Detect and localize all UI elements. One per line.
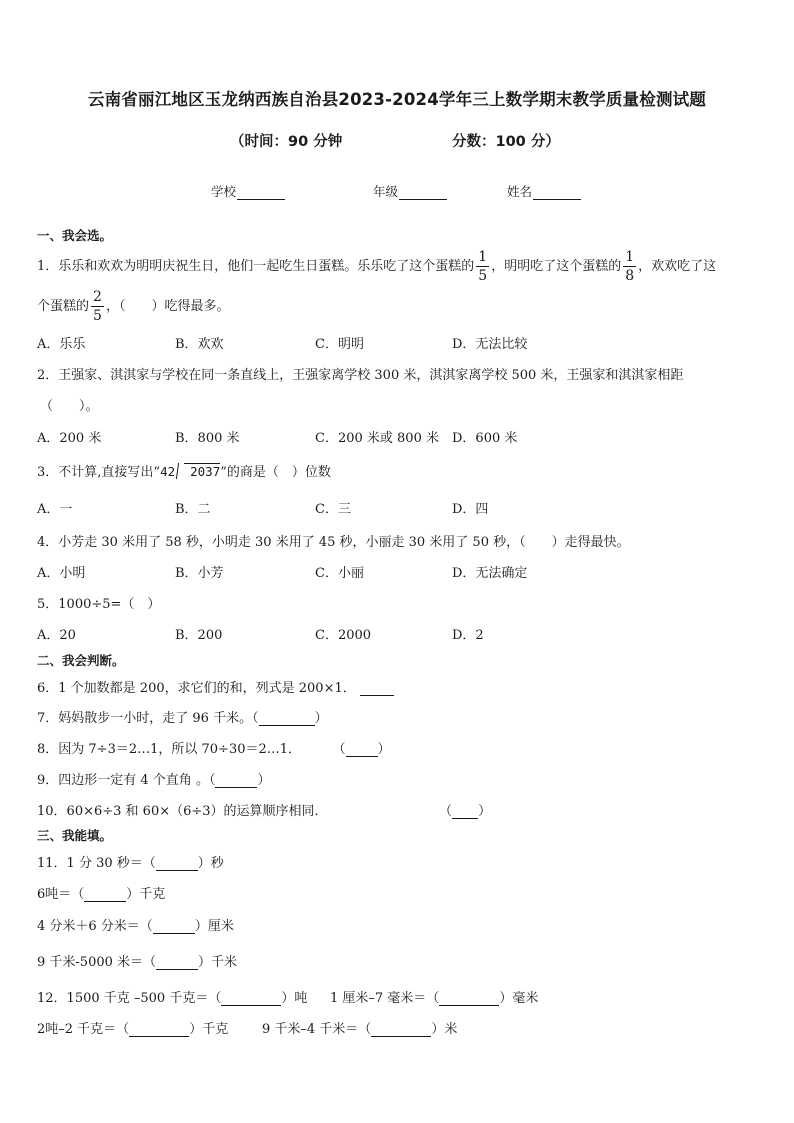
option-d[interactable]: D．无法确定 — [452, 566, 528, 581]
question-1-text-d: 个蛋糕的 — [37, 299, 90, 314]
option-b[interactable]: B．二 — [175, 502, 211, 517]
answer-blank[interactable] — [259, 712, 315, 726]
answer-blank[interactable] — [221, 992, 281, 1006]
option-c[interactable]: C．200 米或 800 米 — [315, 431, 439, 446]
question-10: 10．60×6÷3 和 60×（6÷3）的运算顺序相同． （ ） — [37, 804, 492, 819]
answer-blank[interactable] — [360, 682, 394, 696]
grade-blank[interactable] — [399, 185, 447, 200]
question-9: 9．四边形一定有 4 个直角 。（ ） — [37, 773, 271, 788]
question-11c-text: 4 分米＋6 分米＝（ — [37, 919, 153, 934]
question-9-text: 9．四边形一定有 4 个直角 。（ — [37, 773, 216, 788]
fraction-denominator: 5 — [93, 308, 102, 324]
exam-score: 分数：100 分） — [452, 134, 560, 150]
option-a[interactable]: A．一 — [37, 502, 73, 517]
dividend: 2037 — [184, 463, 220, 479]
question-11c — [37, 915, 234, 934]
question-12b-text: 1 厘米–7 毫米＝（ — [330, 991, 440, 1006]
question-3-text — [37, 461, 331, 480]
answer-blank[interactable] — [346, 743, 378, 757]
option-a[interactable]: A．小明 — [37, 566, 86, 581]
section-heading-choose: 一、我会选。 — [37, 228, 113, 243]
question-11a-unit: ）秒 — [197, 856, 224, 871]
question-3-text-a: 3．不计算,直接写出“ — [37, 465, 161, 480]
question-6-text: 6．1 个加数都是 200，求它们的和，列式是 200×1． — [37, 681, 356, 696]
fraction-numerator: 1 — [478, 249, 488, 265]
answer-blank[interactable] — [153, 920, 195, 934]
option-b[interactable]: B．小芳 — [175, 566, 224, 581]
option-b[interactable]: B．200 — [175, 628, 223, 643]
question-1-line-2 — [37, 290, 229, 323]
question-8: 8．因为 7÷3＝2…1，所以 70÷30＝2…1． （ ） — [37, 742, 391, 757]
question-12d-unit: ）米 — [431, 1022, 458, 1037]
question-4-text: 4．小芳走 30 米用了 58 秒，小明走 30 米用了 45 秒，小丽走 30 米用了 50 秒，（ ）走得最快。 — [37, 535, 630, 550]
question-11d-unit: ）千米 — [198, 955, 238, 970]
question-7: 7．妈妈散步一小时，走了 96 千米。（ ） — [37, 711, 328, 726]
answer-blank[interactable] — [129, 1023, 189, 1037]
answer-blank[interactable] — [452, 805, 478, 819]
question-5-text: 5．1000÷5=（ ） — [37, 597, 161, 612]
option-c[interactable]: C．三 — [315, 502, 351, 517]
question-11d-text: 9 千米-5000 米＝（ — [37, 955, 157, 970]
question-7-text: 7．妈妈散步一小时，走了 96 千米。（ — [37, 711, 259, 726]
question-1-text-a: 1．乐乐和欢欢为明明庆祝生日，他们一起吃生日蛋糕。乐乐吃了这个蛋糕的 — [37, 259, 475, 274]
question-11b-text: 6吨＝（ — [37, 887, 85, 902]
fraction-numerator: 2 — [93, 289, 102, 305]
question-12d-text: 9 千米–4 千米＝（ — [262, 1022, 372, 1037]
exam-time: （时间：90 分钟 — [230, 134, 343, 150]
question-2-text: 2．王强家、淇淇家与学校在同一条直线上，王强家离学校 300 米，淇淇家离学校 500 米，王强家和淇淇家相距 — [37, 368, 684, 383]
option-b[interactable]: B．欢欢 — [175, 337, 224, 352]
question-11c-unit: ）厘米 — [194, 919, 234, 934]
question-12c — [37, 1018, 228, 1037]
question-8-text: 8．因为 7÷3＝2…1，所以 70÷30＝2…1． — [37, 742, 302, 757]
option-c[interactable]: C．明明 — [315, 337, 364, 352]
question-1-text-e: ，（ ）吃得最多。 — [105, 299, 230, 314]
fraction-denominator: 5 — [478, 268, 488, 284]
question-1-text-c: ，欢欢吃了这 — [638, 259, 717, 274]
question-11d — [37, 951, 237, 970]
answer-blank[interactable] — [84, 888, 126, 902]
answer-blank[interactable] — [215, 774, 257, 788]
question-12c-unit: ）千克 — [189, 1022, 229, 1037]
question-3-text-b: ”的商是（ ）位数 — [220, 465, 331, 480]
option-a[interactable]: A．乐乐 — [37, 337, 86, 352]
option-d[interactable]: D．2 — [452, 628, 484, 643]
question-11a — [37, 852, 224, 871]
section-heading-fill: 三、我能填。 — [37, 828, 113, 843]
question-12b — [330, 987, 538, 1006]
question-11b-unit: ）千克 — [126, 887, 166, 902]
fraction-denominator: 8 — [625, 268, 635, 284]
answer-blank[interactable] — [439, 992, 499, 1006]
option-d[interactable]: D．四 — [452, 502, 489, 517]
question-1-line-1 — [37, 250, 716, 283]
option-c[interactable]: C．2000 — [315, 628, 372, 643]
school-field[interactable] — [211, 182, 285, 200]
question-12a — [37, 987, 307, 1006]
question-10-text: 10．60×6÷3 和 60×（6÷3）的运算顺序相同． — [37, 804, 328, 819]
name-label: 姓名 — [507, 184, 533, 199]
fraction-2-5 — [91, 290, 104, 323]
question-12b-unit: ）毫米 — [499, 991, 539, 1006]
name-blank[interactable] — [533, 185, 581, 200]
option-a[interactable]: A．20 — [37, 628, 76, 643]
school-blank[interactable] — [237, 185, 285, 200]
question-12d — [262, 1018, 457, 1037]
fraction-1-8 — [623, 250, 636, 283]
answer-blank[interactable] — [156, 956, 198, 970]
answer-blank[interactable] — [156, 857, 198, 871]
question-11a-text: 11．1 分 30 秒＝（ — [37, 856, 156, 871]
question-1-text-b: ，明明吃了这个蛋糕的 — [491, 259, 622, 274]
section-heading-judge: 二、我会判断。 — [37, 653, 125, 668]
option-c[interactable]: C．小丽 — [315, 566, 364, 581]
question-11b — [37, 883, 165, 902]
grade-label: 年级 — [373, 184, 399, 199]
grade-field[interactable] — [373, 182, 447, 200]
option-b[interactable]: B．800 米 — [175, 431, 240, 446]
question-12a-unit: ）吨 — [281, 991, 308, 1006]
option-a[interactable]: A．200 米 — [37, 431, 102, 446]
divisor: 42 — [160, 464, 176, 479]
fraction-numerator: 1 — [625, 249, 635, 265]
long-division — [160, 463, 220, 479]
fraction-1-5 — [476, 250, 489, 283]
answer-blank[interactable] — [371, 1023, 431, 1037]
question-12a-text: 12．1500 千克 –500 千克＝（ — [37, 991, 222, 1006]
option-d[interactable]: D．600 米 — [452, 431, 518, 446]
question-2-blank: （ ）。 — [40, 399, 99, 414]
page-title: 云南省丽江地区玉龙纳西族自治县2023-2024学年三上数学期末教学质量检测试题 — [87, 90, 707, 109]
school-label: 学校 — [211, 184, 237, 199]
question-12c-text: 2吨–2 千克＝（ — [37, 1022, 130, 1037]
question-6 — [37, 677, 394, 696]
option-d[interactable]: D．无法比较 — [452, 337, 528, 352]
name-field[interactable] — [507, 182, 581, 200]
